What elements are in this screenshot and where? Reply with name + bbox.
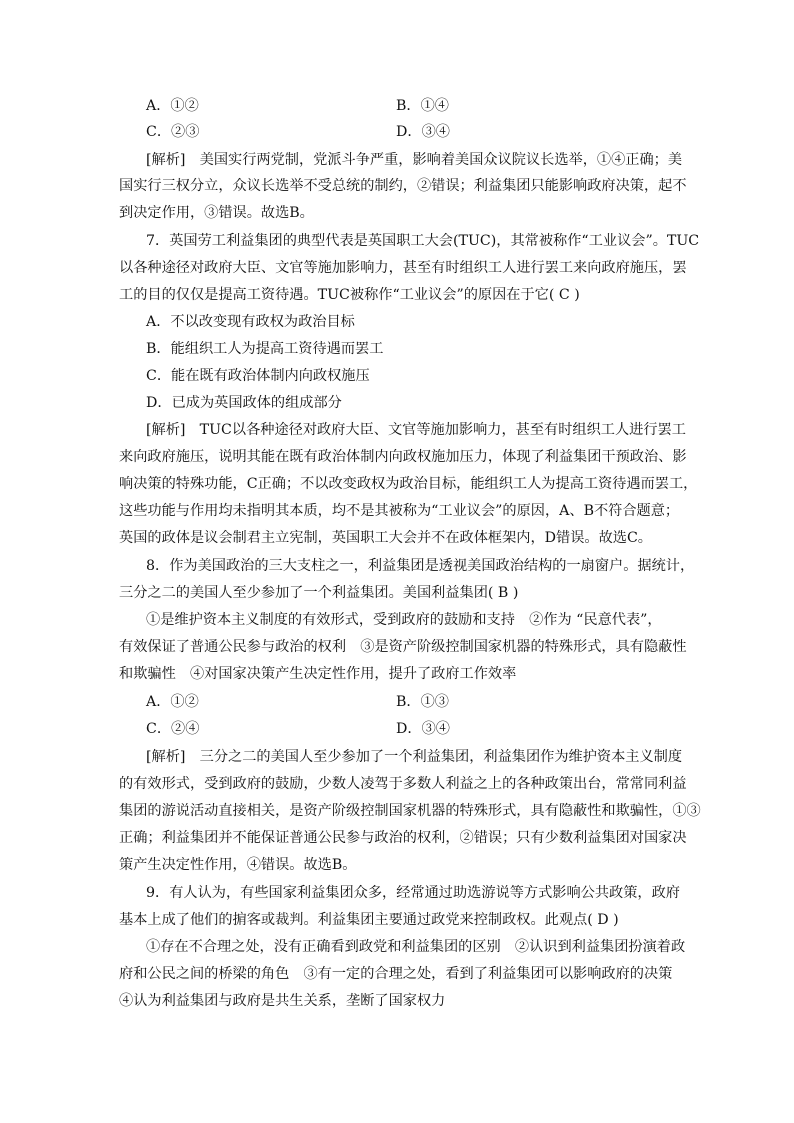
q8-item-line: 和欺骗性 ④对国家决策产生决定性作用，提升了政府工作效率: [119, 666, 517, 682]
q6-option-c: C．②③: [146, 124, 200, 140]
q8-option-b: B．①③: [396, 694, 449, 710]
q9-item-line: ①存在不合理之处，没有正确看到政党和利益集团的区别 ②认识到利益集团扮演着政: [146, 939, 686, 955]
q9-item-line: 府和公民之间的桥梁的角色 ③有一定的合理之处，看到了利益集团可以影响政府的决策: [119, 966, 673, 982]
q7-stem-line: 以各种途径对政府大臣、文官等施加影响力，甚至有时组织工人进行罢工来向政府施压，罢: [119, 260, 687, 276]
q7-analysis-line: 来向政府施压，说明其能在既有政治体制内向政权施加压力，体现了利益集团干预政治、影: [119, 449, 687, 465]
q7-option-c: C．能在既有政治体制内向政权施压: [146, 368, 370, 384]
q8-item-line: ①是维护资本主义制度的有效形式，受到政府的鼓励和支持 ②作为 “民意代表”，: [146, 612, 662, 628]
q9-item-line: ④认为利益集团与政府是共生关系，垄断了国家权力: [119, 993, 446, 1009]
q6-option-b: B．①④: [396, 98, 449, 114]
q6-option-a: A．①②: [146, 98, 199, 114]
q7-analysis-line: [解析] TUC以各种途径对政府大臣、文官等施加影响力，甚至有时组织工人进行罢工: [146, 422, 686, 438]
q7-analysis-line: 这些功能与作用均未指明其本质，均不是其被称为“工业议会”的原因，A、B不符合题意；: [119, 503, 680, 519]
q8-analysis-line: 的有效形式，受到政府的鼓励，少数人凌驾于多数人利益之上的各种政策出台，常常同利益: [119, 776, 687, 792]
q7-option-a: A．不以改变现有政权为政治目标: [146, 314, 355, 330]
q8-analysis-line: 策产生决定性作用，④错误。故选B。: [119, 857, 357, 873]
q8-stem-line: 8．作为美国政治的三大支柱之一，利益集团是透视美国政治结构的一扇窗户。据统计，: [146, 558, 695, 574]
q7-option-b: B．能组织工人为提高工资待遇而罢工: [146, 341, 384, 357]
q8-analysis-line: 正确；利益集团并不能保证普通公民参与政治的权利，②错误；只有少数利益集团对国家决: [119, 830, 687, 846]
q9-stem-line: 基本上成了他们的掮客或裁判。利益集团主要通过政党来控制政权。此观点( D ): [119, 912, 619, 928]
q8-item-line: 有效保证了普通公民参与政治的权利 ③是资产阶级控制国家机器的特殊形式，具有隐蔽性: [119, 639, 687, 655]
q8-option-c: C．②④: [146, 721, 200, 737]
q7-stem-line: 工的目的仅仅是提高工资待遇。TUC被称作“工业议会”的原因在于它( C ): [119, 287, 580, 303]
q7-analysis-line: 英国的政体是议会制君主立宪制，英国职工大会并不在政体框架内，D错误。故选C。: [119, 530, 652, 546]
q7-option-d: D．已成为英国政体的组成部分: [146, 395, 342, 411]
q8-option-a: A．①②: [146, 694, 199, 710]
q8-stem-line: 三分之二的美国人至少参加了一个利益集团。美国利益集团( B ): [119, 585, 519, 601]
q7-analysis-line: 响决策的特殊功能，C正确；不以改变政权为政治目标，能组织工人为提高工资待遇而罢工，: [119, 476, 698, 492]
q6-analysis-line: [解析] 美国实行两党制，党派斗争严重，影响着美国众议院议长选举，①④正确；美: [146, 152, 683, 168]
q6-analysis-line: 国实行三权分立，众议长选举不受总统的制约，②错误；利益集团只能影响政府决策，起不: [119, 178, 687, 194]
q8-option-d: D．③④: [396, 721, 450, 737]
q8-analysis-line: [解析] 三分之二的美国人至少参加了一个利益集团，利益集团作为维护资本主义制度: [146, 749, 683, 765]
q6-analysis-line: 到决定作用，③错误。故选B。: [119, 205, 314, 221]
q7-stem-line: 7．英国劳工利益集团的典型代表是英国职工大会(TUC)，其常被称作“工业议会”。TUC: [146, 233, 700, 249]
q8-analysis-line: 集团的游说活动直接相关，是资产阶级控制国家机器的特殊形式，具有隐蔽性和欺骗性，①③: [119, 803, 701, 819]
q9-stem-line: 9．有人认为，有些国家利益集团众多，经常通过助选游说等方式影响公共政策，政府: [146, 885, 680, 901]
q6-option-d: D．③④: [396, 124, 450, 140]
